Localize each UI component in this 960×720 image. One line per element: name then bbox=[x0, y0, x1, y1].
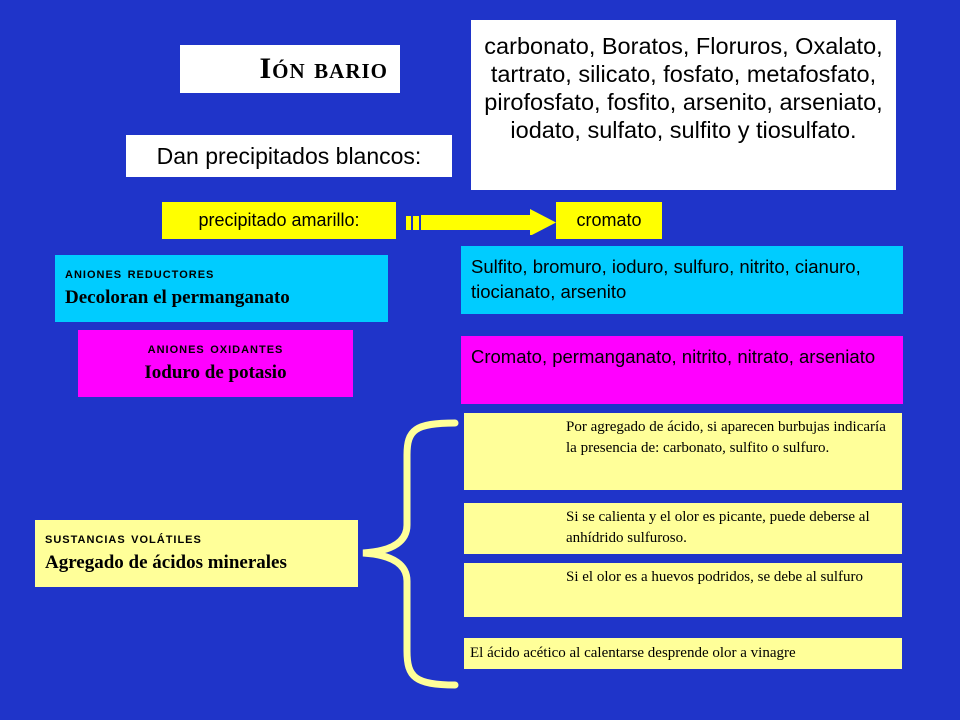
curly-brace-icon bbox=[355, 415, 465, 695]
title-box bbox=[180, 45, 400, 93]
volatile-note: El ácido acético al calentarse desprende olor a vinagre bbox=[464, 638, 902, 669]
yellow-precipitate-label: precipitado amarillo: bbox=[162, 202, 396, 239]
oxidizing-anions-list: Cromato, permanganato, nitrito, nitrato, arseniato bbox=[461, 336, 903, 404]
oxidizing-anions-test: Ioduro de potasio bbox=[144, 362, 287, 383]
reducing-anions-heading: aniones reductores bbox=[65, 265, 215, 282]
reducing-anions-list: Sulfito, bromuro, ioduro, sulfuro, nitrito, cianuro, tiocianato, arsenito bbox=[461, 246, 903, 314]
cromato-label: cromato bbox=[556, 202, 662, 239]
page-title: Ión bario bbox=[259, 52, 388, 85]
volatile-substances-heading: sustancias volátiles bbox=[45, 530, 202, 547]
reducing-anions-box bbox=[55, 255, 388, 322]
volatile-note: Si se calienta y el olor es picante, puede deberse al anhídrido sulfuroso. bbox=[464, 503, 902, 554]
volatile-substances-test: Agregado de ácidos minerales bbox=[45, 552, 287, 573]
oxidizing-anions-box bbox=[78, 330, 353, 397]
reducing-anions-test: Decoloran el permanganato bbox=[65, 287, 290, 308]
volatile-note: Si el olor es a huevos podridos, se debe al sulfuro bbox=[464, 563, 902, 617]
volatile-note: Por agregado de ácido, si aparecen burbujas indicaría la presencia de: carbonato, sulfito o sulfuro. bbox=[464, 413, 902, 490]
oxidizing-anions-heading: aniones oxidantes bbox=[147, 340, 284, 357]
white-precipitates-label: Dan precipitados blancos: bbox=[126, 135, 452, 177]
right-arrow-icon bbox=[400, 205, 558, 235]
precipitate-list: carbonato, Boratos, Floruros, Oxalato, tartrato, silicato, fosfato, metafosfato, pirofosfato, fosfito, arsenito, arseniato, iodato, sulfato, sulfito y tiosulfato. bbox=[471, 20, 896, 190]
volatile-substances-box bbox=[35, 520, 358, 587]
